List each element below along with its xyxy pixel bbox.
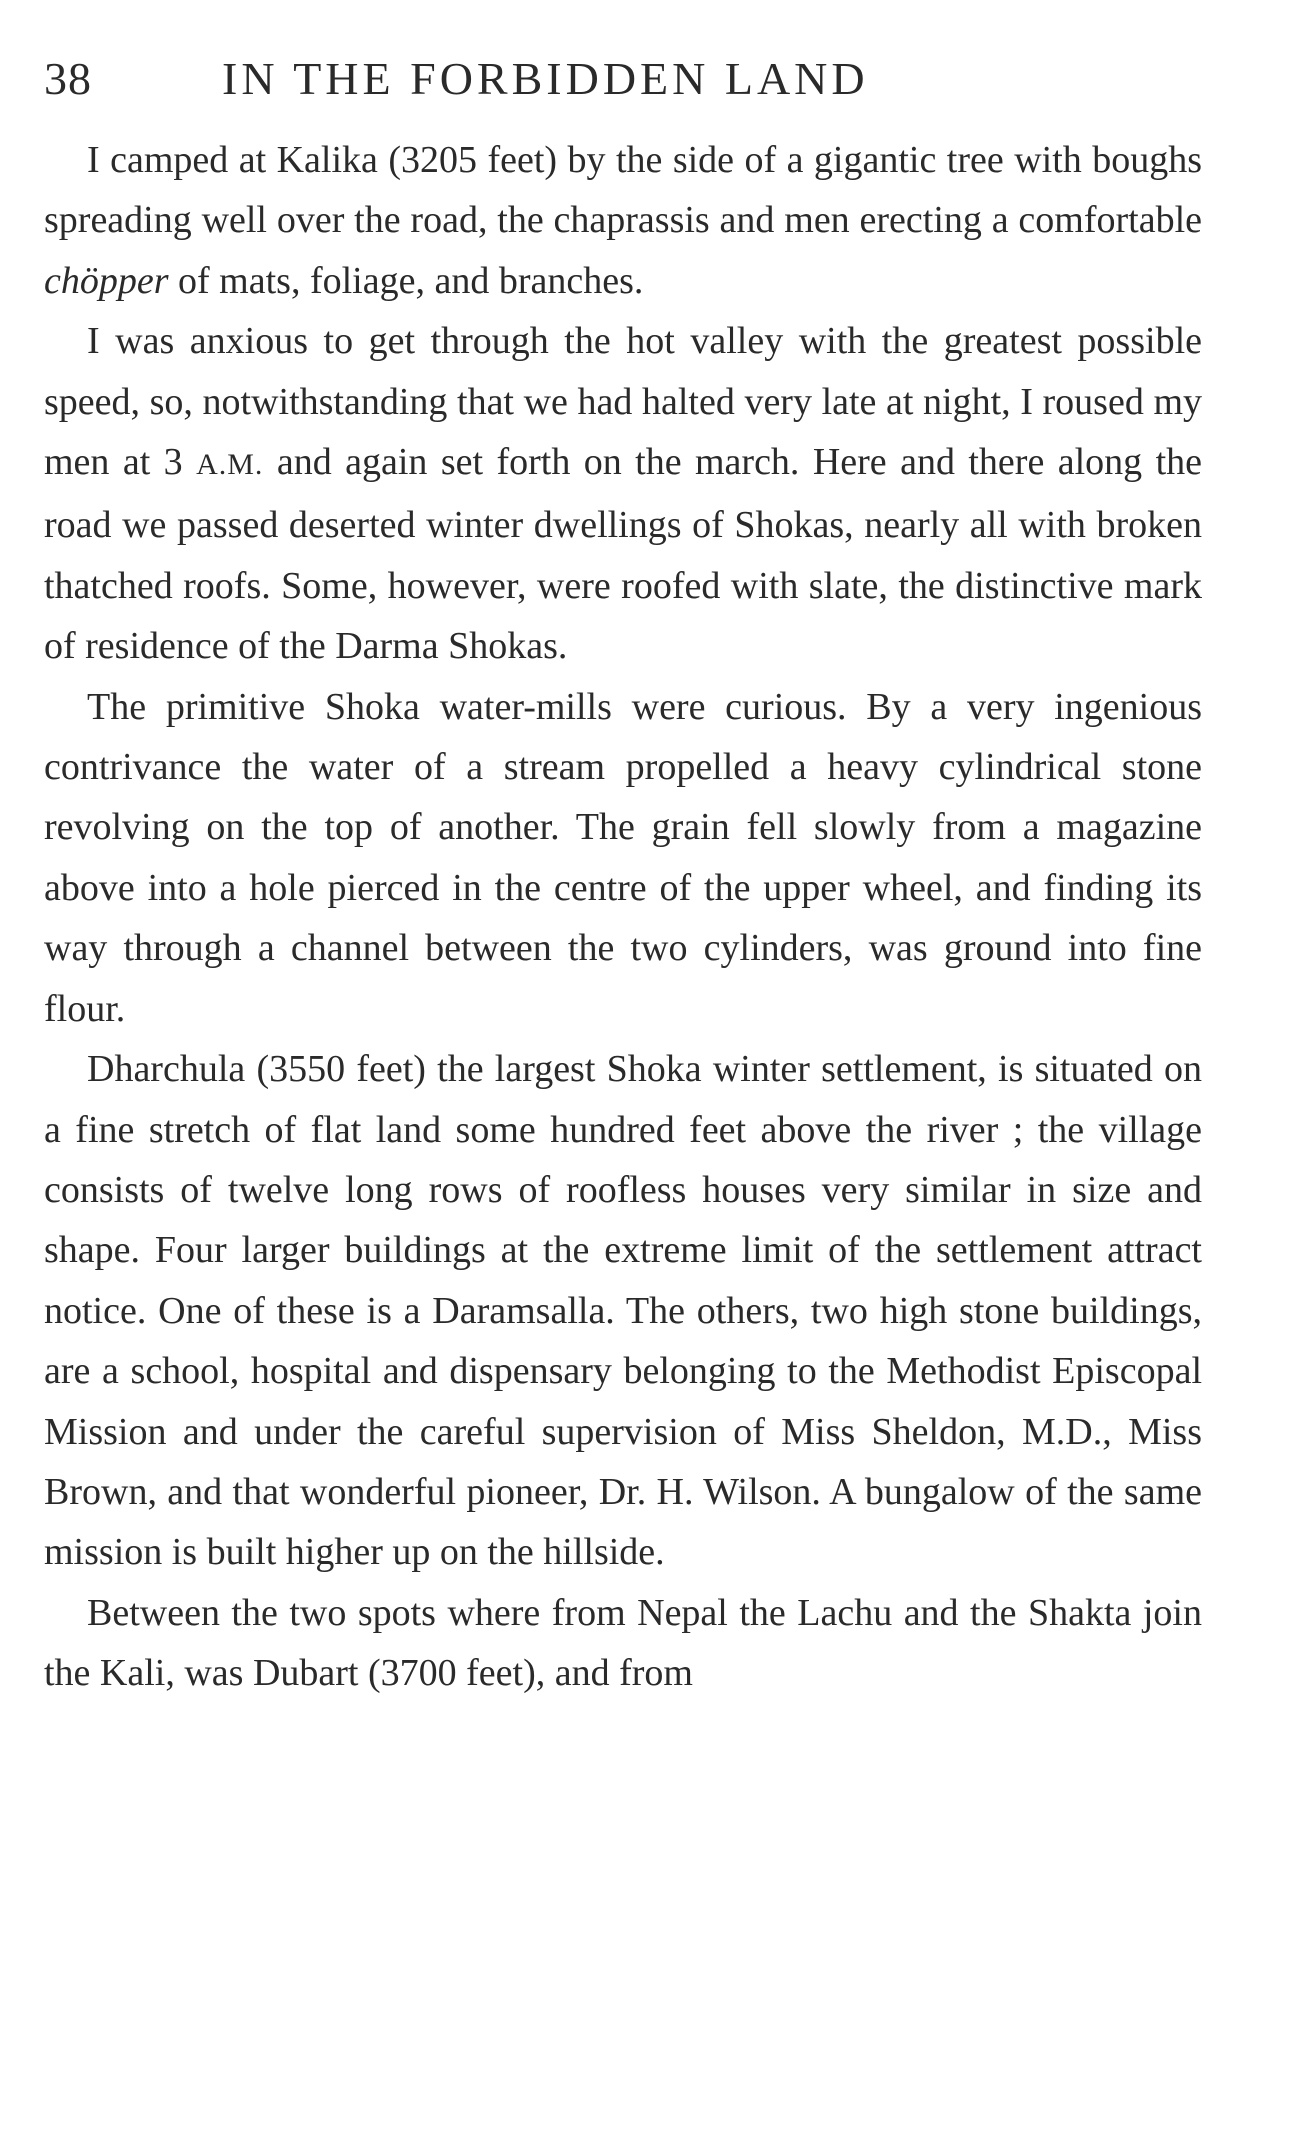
page-header [44, 52, 1202, 122]
paragraph-hot-valley [44, 311, 1202, 676]
text-run: and again set forth on the march. Here and there along the road we passed deserted winter dwellings of Shokas, nearly all with broken thatched roofs. Some, however, were roofed with slate, the distinctive mark of residence of the Darma Shokas. [44, 441, 1202, 668]
text-run: I camped at Kalika (3205 feet) by the side of a gigantic tree with boughs spreading well over the road, the chaprassis and men erecting a comfortable [44, 139, 1202, 242]
book-page [44, 52, 1202, 1704]
text-run: of mats, foliage, and branches. [168, 259, 644, 302]
page-number: 38 [44, 53, 92, 104]
italic-word-chopper: chöpper [44, 259, 169, 302]
body-text [44, 130, 1202, 1704]
running-title: IN THE FORBIDDEN LAND [222, 53, 869, 104]
text-run: I was anxious to get through the hot valley with the greatest possible speed, so, notwithstanding that we had halted very late at night, I roused my men at 3 [44, 320, 1202, 484]
paragraph-dharchula: Dharchula (3550 feet) the largest Shoka winter settlement, is situated on a fine stretch of flat land some hundred feet above the river ; the village consists of twelve long rows of roofless houses very similar in size and shape. Four larger buildings at the extreme limit of the settlement attract notice. One of these is a Daramsalla. The others, two high stone buildings, are a school, hospital and dispensary belonging to the Methodist Episcopal Mission and under the careful supervision of Miss Sheldon, M.D., Miss Brown, and that wonderful pioneer, Dr. H. Wilson. A bungalow of the same mission is built higher up on the hillside. [44, 1048, 1202, 1574]
paragraph-kalika-camp [44, 130, 1202, 311]
paragraph-dubart: Between the two spots where from Nepal the Lachu and the Shakta join the Kali, was Dubart (3700 feet), and from [44, 1591, 1202, 1695]
paragraph-water-mills: The primitive Shoka water-mills were curious. By a very ingenious contrivance the water of a stream propelled a heavy cylindrical stone revolving on the top of another. The grain fell slowly from a magazine above into a hole pierced in the centre of the upper wheel, and finding its way through a channel between the two cylinders, was ground into fine flour. [44, 685, 1202, 1030]
small-caps-am: A.M. [196, 448, 264, 482]
